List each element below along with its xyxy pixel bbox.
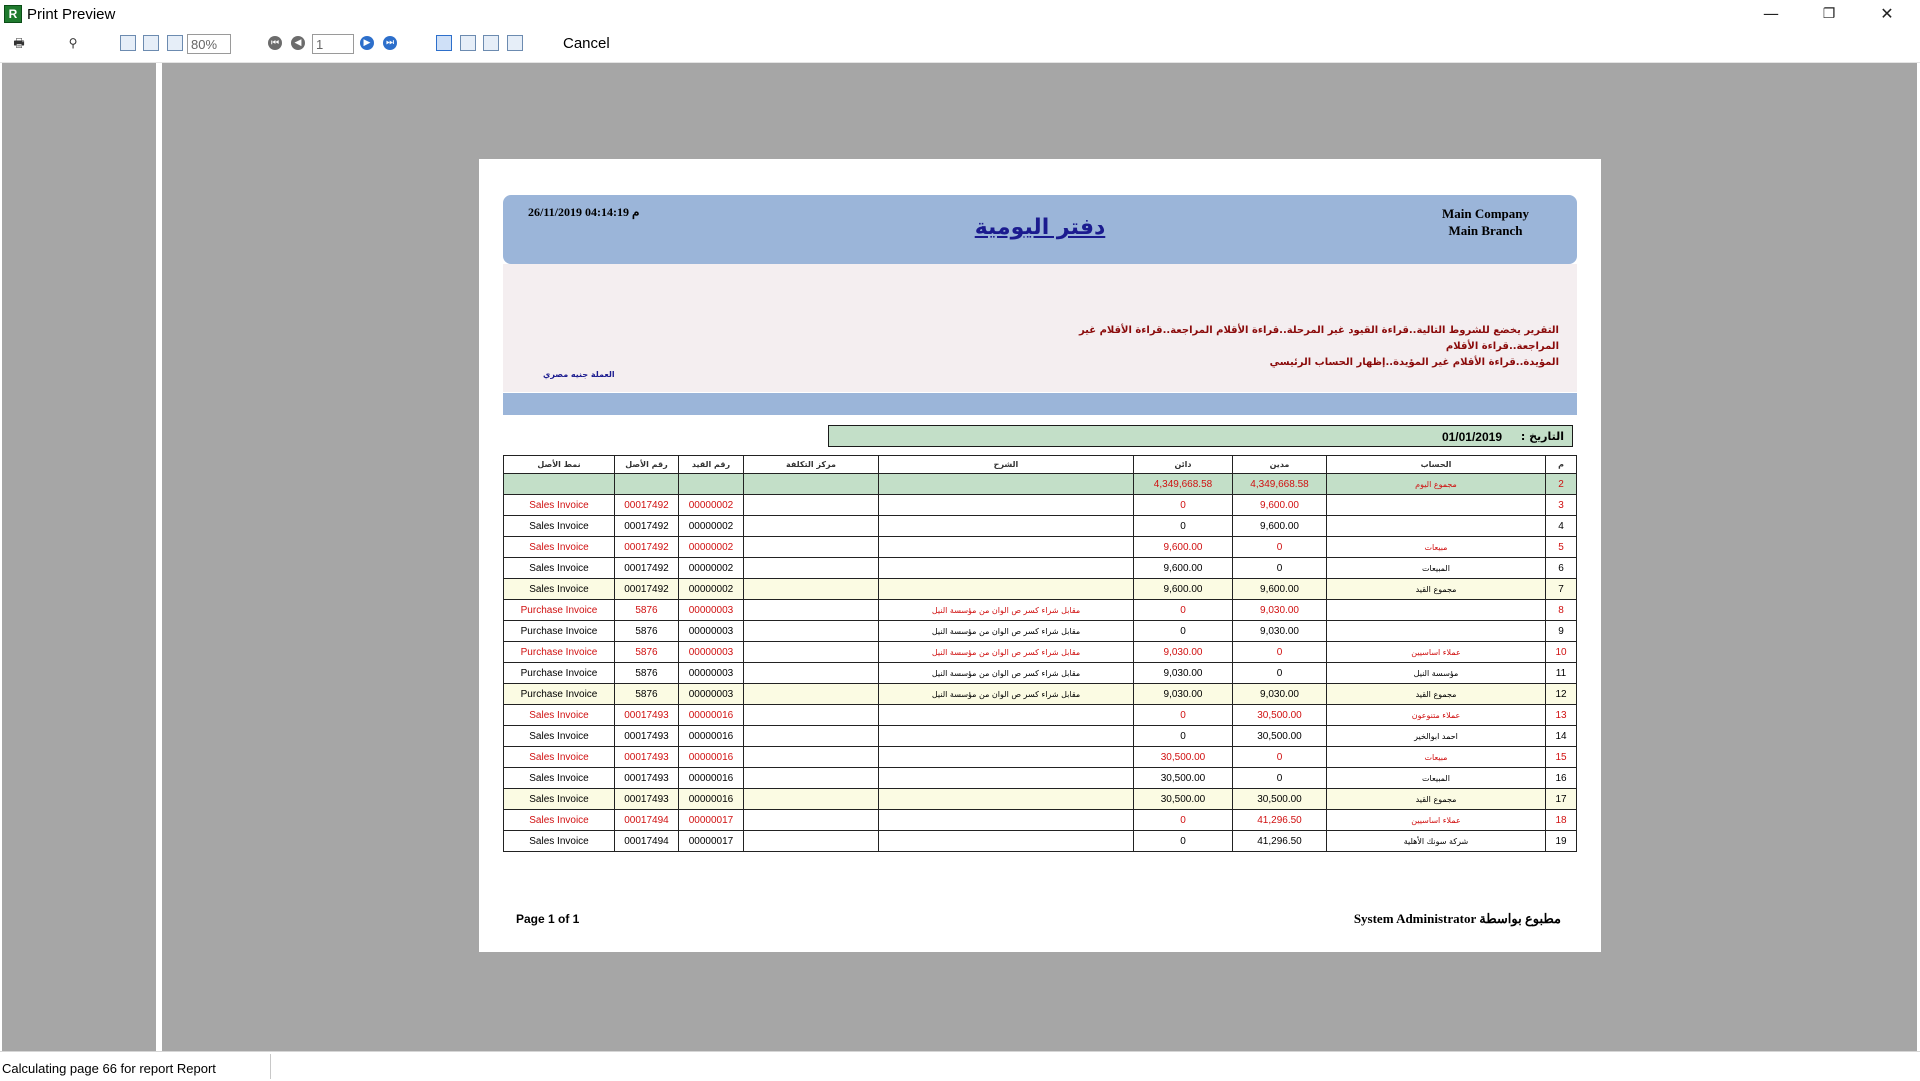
report-title: دفتر اليومية <box>974 215 1106 240</box>
cell-account: مبيعات <box>1327 747 1546 768</box>
cell-credit: 0 <box>1134 495 1233 516</box>
table-row <box>504 726 1577 747</box>
table-row <box>504 558 1577 579</box>
cell-cost-center <box>744 684 879 705</box>
cell-description <box>879 537 1134 558</box>
conditions-line-2: المؤيدة..قراءة الأقلام غير المؤيدة..إظهار الحساب الرئيسي <box>1269 357 1559 368</box>
cell-credit: 9,030.00 <box>1134 663 1233 684</box>
table-row <box>504 621 1577 642</box>
cell-credit: 30,500.00 <box>1134 768 1233 789</box>
cell-doc-no: 00017492 <box>615 495 679 516</box>
cell-debit: 30,500.00 <box>1233 705 1327 726</box>
cell-cost-center <box>744 600 879 621</box>
conditions-line-1: التقرير يخضع للشروط التالية..قراءة القيود غير المرحلة..قراءة الأقلام المراجعة..قراءة الأقلام غير المراجعة..قراءة الأقلام <box>1078 325 1559 352</box>
cell-doc-type: Purchase Invoice <box>504 684 615 705</box>
zoom-input[interactable] <box>187 34 231 54</box>
col-cost-center: مركز التكلفة <box>744 456 879 474</box>
journal-table <box>503 455 1577 852</box>
cell-doc-no: 00017493 <box>615 747 679 768</box>
cell-number: 19 <box>1546 831 1577 852</box>
cell-description <box>879 831 1134 852</box>
cell-doc-type: Sales Invoice <box>504 558 615 579</box>
cell-doc-type: Purchase Invoice <box>504 600 615 621</box>
cell-account: عملاء متنوعون <box>1327 705 1546 726</box>
two-page-view-icon[interactable] <box>460 35 476 51</box>
cell-cost-center <box>744 810 879 831</box>
cell-number: 13 <box>1546 705 1577 726</box>
cell-entry-no: 00000017 <box>679 831 744 852</box>
cell-credit: 9,030.00 <box>1134 684 1233 705</box>
cell-description <box>879 726 1134 747</box>
cell-cost-center <box>744 537 879 558</box>
cell-doc-type: Purchase Invoice <box>504 663 615 684</box>
cell-credit: 0 <box>1134 726 1233 747</box>
cell-debit: 4,349,668.58 <box>1233 474 1327 495</box>
cell-cost-center <box>744 831 879 852</box>
cell-description: مقابل شراء كسر ص الوان من مؤسسة النيل <box>879 663 1134 684</box>
cell-doc-no: 5876 <box>615 600 679 621</box>
cell-doc-type: Sales Invoice <box>504 579 615 600</box>
cell-account: مجموع القيد <box>1327 684 1546 705</box>
cell-account: احمد ابوالخير <box>1327 726 1546 747</box>
cell-doc-type: Sales Invoice <box>504 705 615 726</box>
cell-doc-no <box>615 474 679 495</box>
cell-number: 17 <box>1546 789 1577 810</box>
printer-setup-icon[interactable] <box>143 35 159 51</box>
cell-debit: 30,500.00 <box>1233 726 1327 747</box>
cell-doc-no: 5876 <box>615 621 679 642</box>
minimize-button[interactable]: — <box>1763 4 1779 23</box>
cell-number: 4 <box>1546 516 1577 537</box>
col-doc-type: نمط الأصل <box>504 456 615 474</box>
cell-number: 12 <box>1546 684 1577 705</box>
cell-description: مقابل شراء كسر ص الوان من مؤسسة النيل <box>879 600 1134 621</box>
cell-account: مجموع القيد <box>1327 579 1546 600</box>
cell-entry-no <box>679 474 744 495</box>
cell-doc-type: Sales Invoice <box>504 726 615 747</box>
cell-entry-no: 00000003 <box>679 684 744 705</box>
table-row <box>504 537 1577 558</box>
cell-debit: 9,600.00 <box>1233 516 1327 537</box>
cell-doc-type: Purchase Invoice <box>504 642 615 663</box>
cell-number: 8 <box>1546 600 1577 621</box>
cell-description <box>879 558 1134 579</box>
cell-credit: 9,030.00 <box>1134 642 1233 663</box>
cell-doc-no: 00017492 <box>615 516 679 537</box>
cell-number: 6 <box>1546 558 1577 579</box>
cell-doc-type: Sales Invoice <box>504 831 615 852</box>
cell-cost-center <box>744 726 879 747</box>
cell-credit: 0 <box>1134 831 1233 852</box>
cell-cost-center <box>744 495 879 516</box>
table-row <box>504 789 1577 810</box>
cell-debit: 9,600.00 <box>1233 495 1327 516</box>
col-account: الحساب <box>1327 456 1546 474</box>
cell-number: 3 <box>1546 495 1577 516</box>
cell-doc-no: 00017492 <box>615 537 679 558</box>
cell-account <box>1327 600 1546 621</box>
cell-account: المبيعات <box>1327 768 1546 789</box>
cell-doc-no: 5876 <box>615 663 679 684</box>
cell-credit: 0 <box>1134 705 1233 726</box>
cell-debit: 0 <box>1233 537 1327 558</box>
previous-page-icon[interactable]: ◀ <box>291 36 305 50</box>
cell-debit: 0 <box>1233 663 1327 684</box>
cell-doc-no: 00017494 <box>615 831 679 852</box>
cell-entry-no: 00000016 <box>679 705 744 726</box>
table-header-row <box>504 456 1577 474</box>
company-block <box>1442 205 1529 239</box>
header-divider-bar <box>503 393 1577 415</box>
report-conditions <box>503 264 1577 392</box>
cell-account <box>1327 495 1546 516</box>
cell-entry-no: 00000003 <box>679 600 744 621</box>
cell-entry-no: 00000002 <box>679 495 744 516</box>
branch-name: Main Branch <box>1448 223 1523 238</box>
next-page-icon[interactable]: ▶ <box>360 36 374 50</box>
col-doc-no: رقم الأصل <box>615 456 679 474</box>
conditions-text <box>999 323 1559 371</box>
cell-cost-center <box>744 558 879 579</box>
cell-entry-no: 00000002 <box>679 516 744 537</box>
book-view-icon[interactable] <box>483 35 499 51</box>
cell-account: مجموع القيد <box>1327 789 1546 810</box>
date-label: التاريخ : <box>1520 430 1564 443</box>
cell-debit: 30,500.00 <box>1233 789 1327 810</box>
col-credit: دائن <box>1134 456 1233 474</box>
cell-cost-center <box>744 663 879 684</box>
cell-debit: 0 <box>1233 642 1327 663</box>
table-row <box>504 684 1577 705</box>
restore-button[interactable]: ❐ <box>1822 6 1836 22</box>
cell-doc-no: 00017492 <box>615 579 679 600</box>
date-group-header <box>828 425 1573 447</box>
cell-entry-no: 00000002 <box>679 537 744 558</box>
cell-doc-no: 5876 <box>615 684 679 705</box>
cell-debit: 9,600.00 <box>1233 579 1327 600</box>
fit-page-icon[interactable] <box>167 35 183 51</box>
currency-label: العملة جنيه مصري <box>543 370 615 379</box>
cell-description <box>879 516 1134 537</box>
cell-number: 14 <box>1546 726 1577 747</box>
cell-debit: 0 <box>1233 558 1327 579</box>
cell-account: شركة سونك الأهلية <box>1327 831 1546 852</box>
first-page-icon[interactable]: ⏮ <box>268 36 282 50</box>
printed-by: System Administrator مطبوع بواسطة <box>1353 911 1561 926</box>
page-count: Page 1 of 1 <box>516 912 580 926</box>
app-icon: R <box>4 5 22 23</box>
cell-entry-no: 00000017 <box>679 810 744 831</box>
cell-doc-type: Sales Invoice <box>504 768 615 789</box>
table-row <box>504 747 1577 768</box>
cell-account <box>1327 621 1546 642</box>
journal-rows <box>504 474 1577 852</box>
status-bar <box>0 1051 1920 1081</box>
cell-entry-no: 00000002 <box>679 579 744 600</box>
title-bar <box>0 0 1920 30</box>
cell-number: 7 <box>1546 579 1577 600</box>
cell-number: 10 <box>1546 642 1577 663</box>
cell-account: المبيعات <box>1327 558 1546 579</box>
cell-number: 9 <box>1546 621 1577 642</box>
cell-cost-center <box>744 621 879 642</box>
date-value: 01/01/2019 <box>1441 430 1502 444</box>
col-description: الشرح <box>879 456 1134 474</box>
cell-entry-no: 00000016 <box>679 747 744 768</box>
cell-description <box>879 705 1134 726</box>
table-row <box>504 663 1577 684</box>
cell-account <box>1327 516 1546 537</box>
cell-doc-type: Sales Invoice <box>504 516 615 537</box>
cell-account: عملاء اساسيين <box>1327 810 1546 831</box>
cell-debit: 0 <box>1233 768 1327 789</box>
cell-number: 5 <box>1546 537 1577 558</box>
cell-entry-no: 00000003 <box>679 621 744 642</box>
find-binoculars-icon[interactable]: ⚲ <box>68 36 78 50</box>
cell-description <box>879 810 1134 831</box>
status-separator <box>270 1054 271 1079</box>
cell-doc-no: 00017493 <box>615 705 679 726</box>
cell-account: مؤسسة النيل <box>1327 663 1546 684</box>
cell-account: مبيعات <box>1327 537 1546 558</box>
page-number-input[interactable] <box>312 34 354 54</box>
cell-doc-type: Purchase Invoice <box>504 621 615 642</box>
table-row <box>504 495 1577 516</box>
cell-debit: 9,030.00 <box>1233 621 1327 642</box>
table-row <box>504 831 1577 852</box>
cell-credit: 0 <box>1134 810 1233 831</box>
table-row <box>504 516 1577 537</box>
table-row <box>504 600 1577 621</box>
close-button[interactable]: ✕ <box>1880 4 1894 23</box>
cell-description <box>879 495 1134 516</box>
cell-debit: 41,296.50 <box>1233 810 1327 831</box>
cell-credit: 30,500.00 <box>1134 789 1233 810</box>
thumbnail-panel[interactable] <box>2 63 156 1051</box>
table-row <box>504 810 1577 831</box>
cell-number: 11 <box>1546 663 1577 684</box>
cancel-button[interactable]: Cancel <box>563 35 610 52</box>
cell-credit: 9,600.00 <box>1134 579 1233 600</box>
cell-description: مقابل شراء كسر ص الوان من مؤسسة النيل <box>879 684 1134 705</box>
table-row <box>504 768 1577 789</box>
cell-doc-no: 00017493 <box>615 726 679 747</box>
cell-number: 2 <box>1546 474 1577 495</box>
col-entry-no: رقم القيد <box>679 456 744 474</box>
cell-credit: 0 <box>1134 600 1233 621</box>
cell-description <box>879 768 1134 789</box>
cell-cost-center <box>744 516 879 537</box>
table-row <box>504 474 1577 495</box>
cell-entry-no: 00000003 <box>679 663 744 684</box>
preview-toolbar <box>0 30 1920 63</box>
cell-entry-no: 00000016 <box>679 768 744 789</box>
cell-credit: 0 <box>1134 516 1233 537</box>
cell-credit: 9,600.00 <box>1134 558 1233 579</box>
cell-description: مقابل شراء كسر ص الوان من مؤسسة النيل <box>879 621 1134 642</box>
cell-entry-no: 00000016 <box>679 789 744 810</box>
page-setup-icon[interactable] <box>120 35 136 51</box>
cell-description <box>879 579 1134 600</box>
cell-doc-no: 00017493 <box>615 768 679 789</box>
cell-doc-no: 00017493 <box>615 789 679 810</box>
col-debit: مدين <box>1233 456 1327 474</box>
cell-debit: 9,030.00 <box>1233 600 1327 621</box>
cell-description <box>879 474 1134 495</box>
cell-cost-center <box>744 705 879 726</box>
cell-description: مقابل شراء كسر ص الوان من مؤسسة النيل <box>879 642 1134 663</box>
cell-number: 15 <box>1546 747 1577 768</box>
report-header <box>503 195 1577 264</box>
cell-cost-center <box>744 789 879 810</box>
cell-debit: 0 <box>1233 747 1327 768</box>
cell-doc-type: Sales Invoice <box>504 495 615 516</box>
cell-doc-type: Sales Invoice <box>504 747 615 768</box>
cell-description <box>879 747 1134 768</box>
cell-account: مجموع اليوم <box>1327 474 1546 495</box>
cell-debit: 9,030.00 <box>1233 684 1327 705</box>
cell-credit: 9,600.00 <box>1134 537 1233 558</box>
report-page <box>479 159 1601 952</box>
cell-number: 18 <box>1546 810 1577 831</box>
single-page-view-icon[interactable] <box>436 35 452 51</box>
cell-doc-no: 00017494 <box>615 810 679 831</box>
cell-cost-center <box>744 768 879 789</box>
print-icon[interactable]: 🖶 <box>13 36 25 50</box>
cell-entry-no: 00000003 <box>679 642 744 663</box>
company-name: Main Company <box>1441 206 1529 221</box>
last-page-icon[interactable]: ⏭ <box>383 36 397 50</box>
table-row <box>504 705 1577 726</box>
cell-doc-no: 5876 <box>615 642 679 663</box>
cell-doc-no: 00017492 <box>615 558 679 579</box>
cell-description <box>879 789 1134 810</box>
cell-account: عملاء اساسيين <box>1327 642 1546 663</box>
cell-cost-center <box>744 579 879 600</box>
col-number: م <box>1546 456 1577 474</box>
cell-doc-type: Sales Invoice <box>504 789 615 810</box>
table-row <box>504 642 1577 663</box>
table-row <box>504 579 1577 600</box>
cell-number: 16 <box>1546 768 1577 789</box>
cell-doc-type: Sales Invoice <box>504 810 615 831</box>
cell-entry-no: 00000016 <box>679 726 744 747</box>
cell-cost-center <box>744 747 879 768</box>
cell-cost-center <box>744 642 879 663</box>
cell-doc-type <box>504 474 615 495</box>
cell-credit: 4,349,668.58 <box>1134 474 1233 495</box>
status-text: Calculating page 66 for report Report <box>2 1061 216 1076</box>
multi-page-view-icon[interactable] <box>507 35 523 51</box>
cell-doc-type: Sales Invoice <box>504 537 615 558</box>
cell-credit: 30,500.00 <box>1134 747 1233 768</box>
cell-entry-no: 00000002 <box>679 558 744 579</box>
cell-debit: 41,296.50 <box>1233 831 1327 852</box>
cell-cost-center <box>744 474 879 495</box>
print-datetime: 26/11/2019 04:14:19 م <box>528 205 640 219</box>
cell-credit: 0 <box>1134 621 1233 642</box>
window-title: Print Preview <box>27 6 116 23</box>
